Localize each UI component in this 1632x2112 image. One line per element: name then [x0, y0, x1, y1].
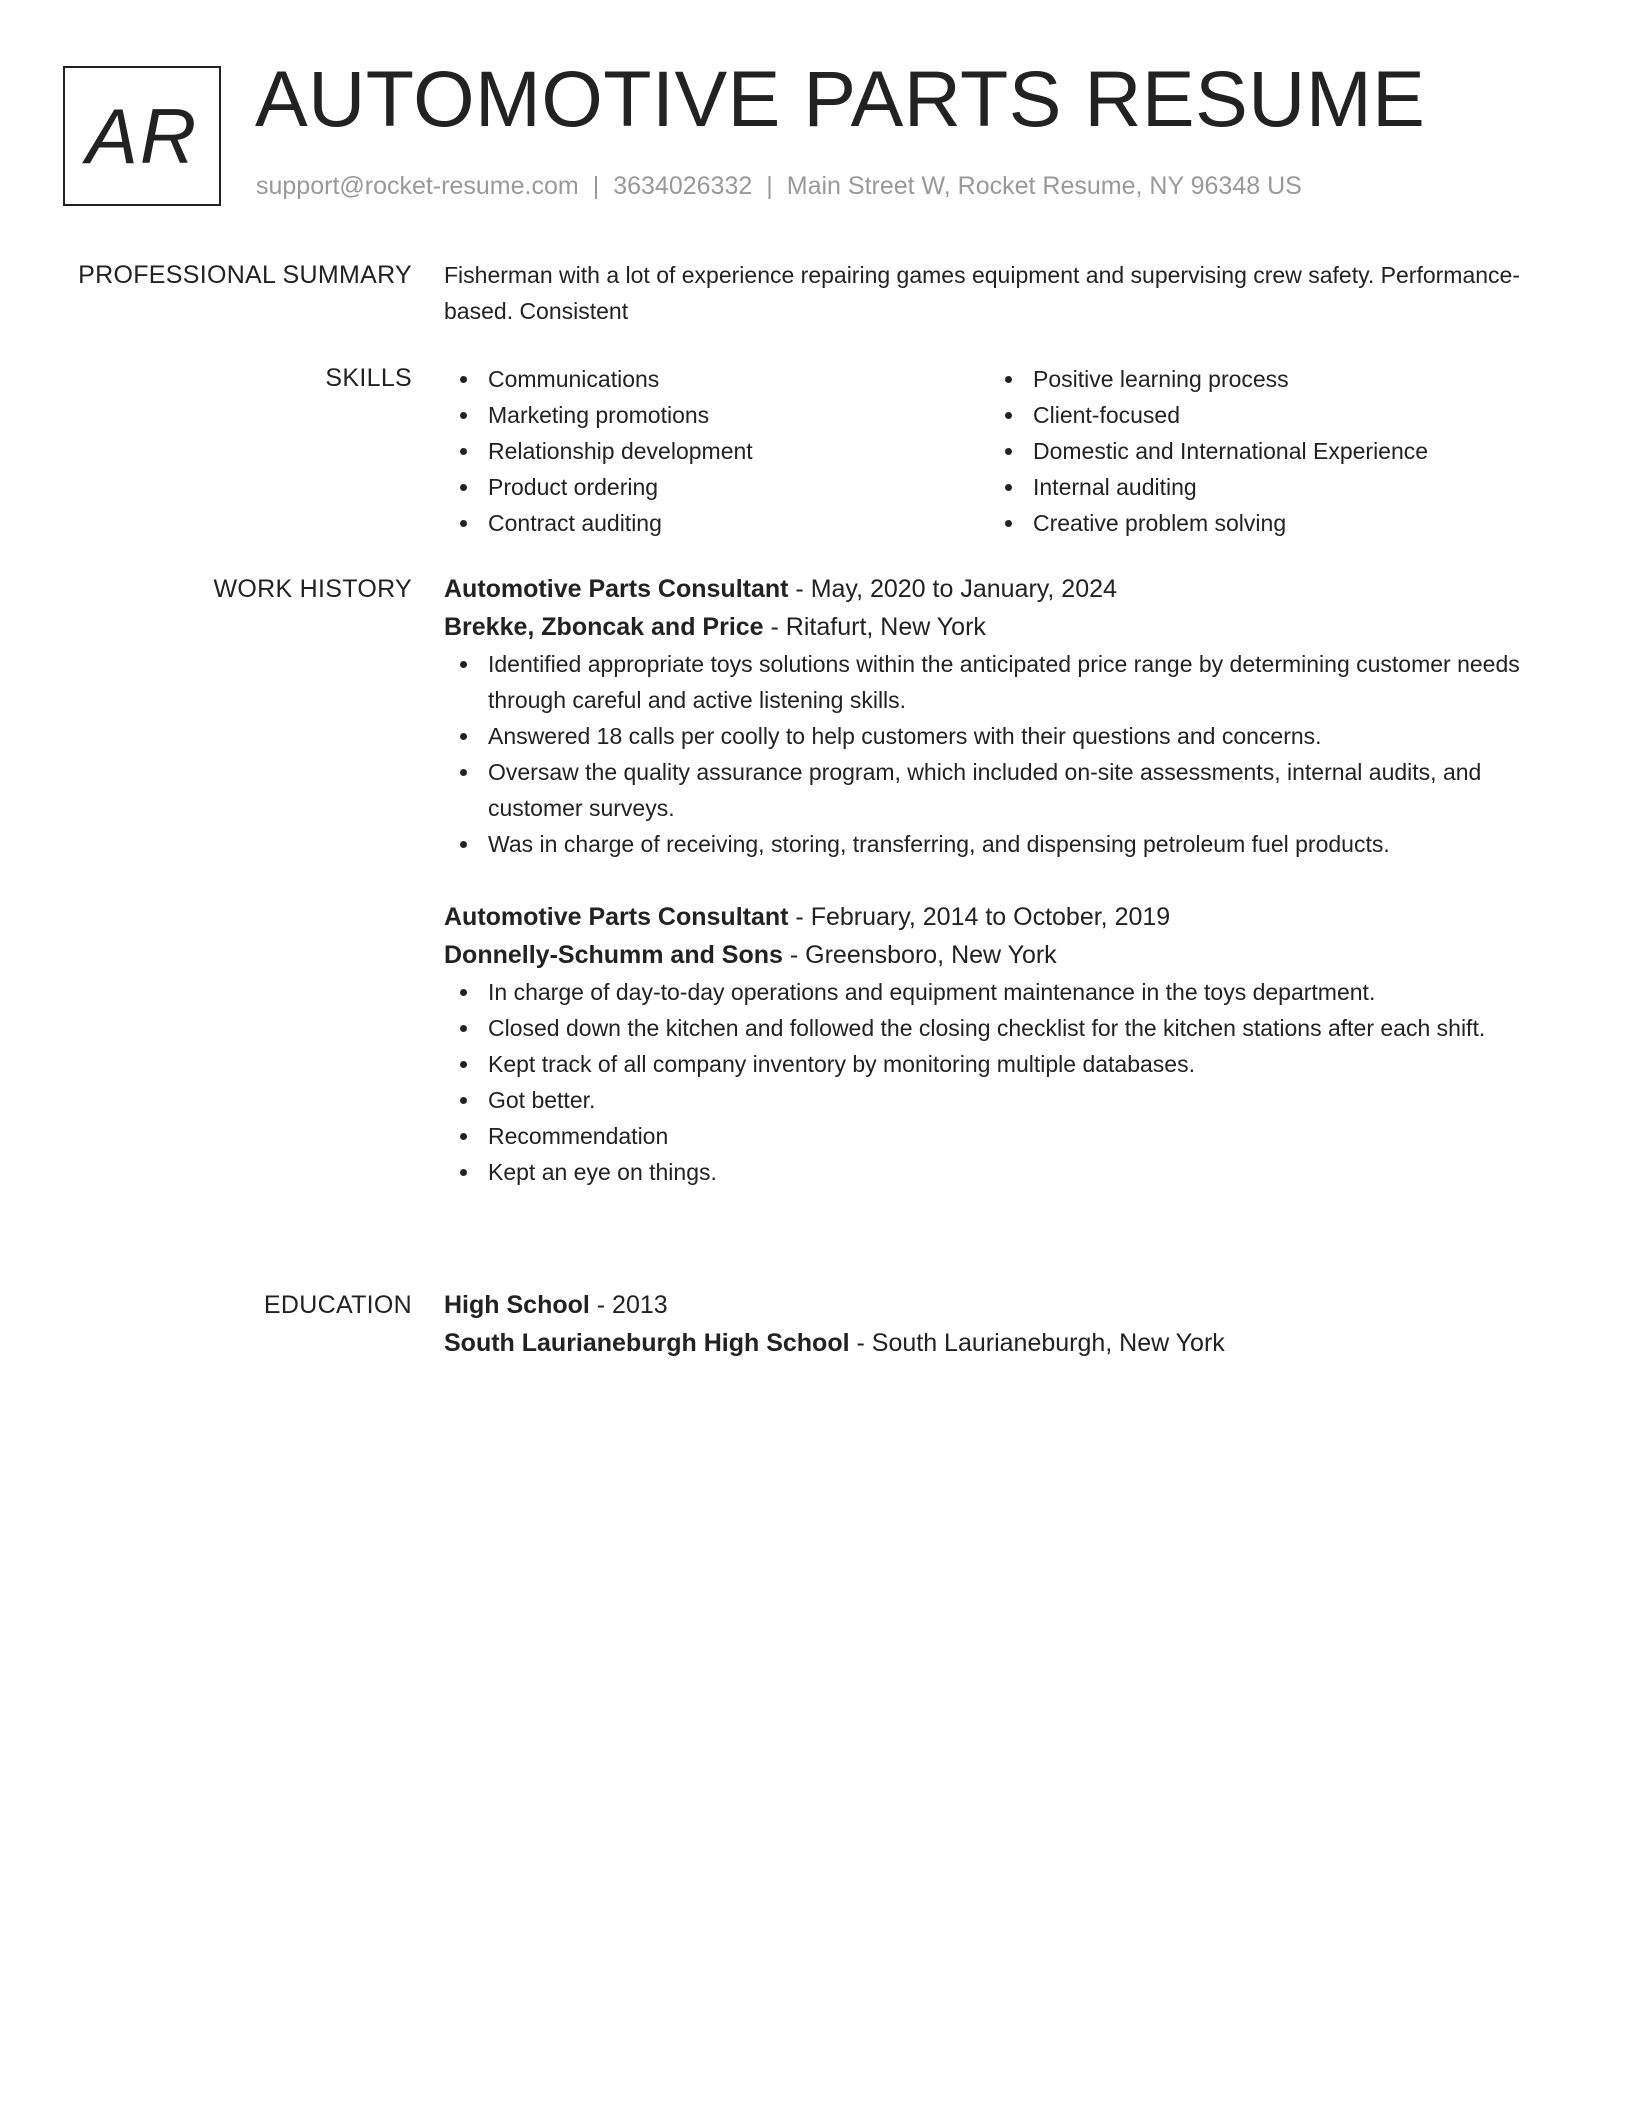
job-company-line — [444, 608, 1564, 646]
job-duty: In charge of day-to-day operations and equipment maintenance in the toys department. — [444, 974, 1564, 1010]
skills-list-left — [444, 361, 984, 541]
job-duty: Kept an eye on things. — [444, 1154, 1564, 1190]
skill-item: Domestic and International Experience — [989, 433, 1549, 469]
job-entry — [444, 570, 1564, 862]
contact-separator: | — [766, 172, 773, 200]
education-school-line — [444, 1324, 1564, 1362]
job-duty: Closed down the kitchen and followed the closing checklist for the kitchen stations after each shift. — [444, 1010, 1564, 1046]
contact-separator: | — [592, 172, 600, 200]
contact-email: support@rocket-resume.com — [256, 172, 579, 200]
summary-body — [444, 257, 1564, 329]
work-history-heading: WORK HISTORY — [213, 575, 412, 603]
skill-item: Product ordering — [444, 469, 984, 505]
job-duty: Recommendation — [444, 1118, 1564, 1154]
job-location: - Ritafurt, New York — [763, 613, 986, 641]
job-location: - Greensboro, New York — [782, 941, 1057, 969]
skill-item: Client-focused — [989, 397, 1549, 433]
education-year: - 2013 — [589, 1291, 668, 1319]
job-duty: Got better. — [444, 1082, 1564, 1118]
education-degree-line — [444, 1286, 1564, 1324]
skill-item: Creative problem solving — [989, 505, 1549, 541]
summary-heading: PROFESSIONAL SUMMARY — [78, 261, 412, 289]
education-school: South Laurianeburgh High School — [444, 1329, 850, 1357]
education-heading: EDUCATION — [263, 1291, 412, 1319]
skill-item: Communications — [444, 361, 984, 397]
skills-heading: SKILLS — [325, 364, 412, 392]
job-entry — [444, 898, 1564, 1190]
skills-list-right — [989, 361, 1549, 541]
skill-item: Contract auditing — [444, 505, 984, 541]
skill-item: Marketing promotions — [444, 397, 984, 433]
resume-title: AUTOMOTIVE PARTS RESUME — [255, 54, 1426, 143]
contact-phone: 3634026332 — [613, 172, 753, 200]
skill-item: Positive learning process — [989, 361, 1549, 397]
work-history-body — [444, 570, 1564, 1190]
education-body — [444, 1286, 1564, 1362]
job-duty: Oversaw the quality assurance program, which included on-site assessments, internal audits, and customer surveys. — [444, 754, 1564, 826]
job-title-line — [444, 570, 1564, 608]
summary-text: Fisherman with a lot of experience repairing games equipment and supervising crew safety. Performance-based. Consistent — [444, 262, 1520, 324]
job-company: Brekke, Zboncak and Price — [444, 613, 764, 641]
job-dates: - February, 2014 to October, 2019 — [788, 903, 1171, 931]
job-duty: Kept track of all company inventory by monitoring multiple databases. — [444, 1046, 1564, 1082]
job-duties — [444, 646, 1564, 862]
contact-line — [256, 172, 1302, 201]
job-duties — [444, 974, 1564, 1190]
education-location: - South Laurianeburgh, New York — [849, 1329, 1225, 1357]
job-duty: Answered 18 calls per coolly to help customers with their questions and concerns. — [444, 718, 1564, 754]
education-degree: High School — [444, 1291, 590, 1319]
job-duty: Was in charge of receiving, storing, transferring, and dispensing petroleum fuel products. — [444, 826, 1564, 862]
skill-item: Relationship development — [444, 433, 984, 469]
monogram-logo: AR — [63, 66, 221, 206]
job-dates: - May, 2020 to January, 2024 — [788, 575, 1117, 603]
skill-item: Internal auditing — [989, 469, 1549, 505]
job-title: Automotive Parts Consultant — [444, 575, 789, 603]
job-title: Automotive Parts Consultant — [444, 903, 789, 931]
job-title-line — [444, 898, 1564, 936]
job-company-line — [444, 936, 1564, 974]
job-company: Donnelly-Schumm and Sons — [444, 941, 783, 969]
job-duty: Identified appropriate toys solutions within the anticipated price range by determining customer needs through careful and active listening skills. — [444, 646, 1564, 718]
contact-address: Main Street W, Rocket Resume, NY 96348 US — [786, 172, 1302, 200]
